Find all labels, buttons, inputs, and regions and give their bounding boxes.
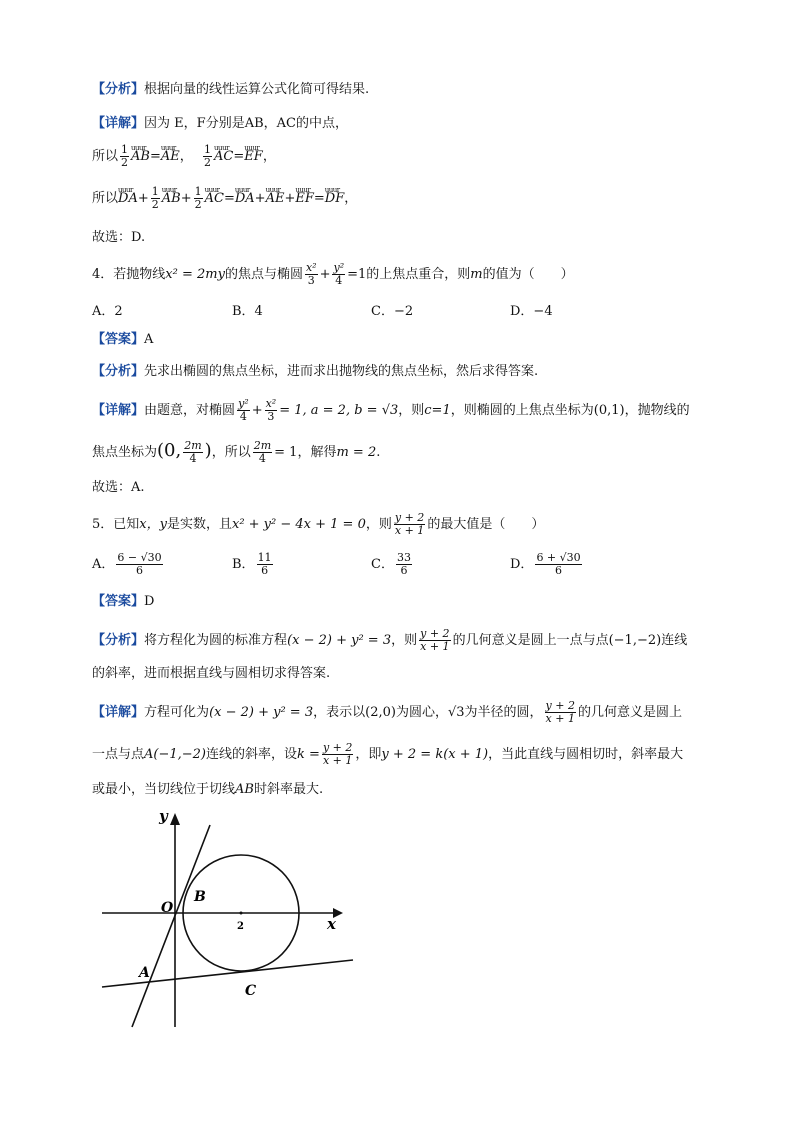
q5-stem: 5．已知x，y是实数，且x² + y² − 4x + 1 = 0，则 $\frac{y + 2}{x + 1}$ 的最大值是（ ） bbox=[92, 511, 545, 537]
top-analysis: 【分析】根据向量的线性运算公式化简可得结果. bbox=[92, 82, 370, 97]
fraction: $\frac{y + 2}{x + 1}$ bbox=[545, 699, 575, 725]
q4-stem: 4．若抛物线x² = 2my的焦点与椭圆 $\frac{\text{x²}}{3}$ + $\frac{\text{y²}}{4}$ =1的上焦点重合，则m的值为（ ） bbox=[92, 261, 574, 287]
fraction: $\frac{6 + √30}{6}$ bbox=[536, 551, 581, 577]
q5-detail: 【详解】方程可化为(x − 2) + y² = 3，表示以(2,0)为圆心，√3为半径的圆， $\frac{y + 2}{x + 1}$ 的几何意义是圆上 bbox=[92, 699, 682, 725]
q4-answer: 【答案】A bbox=[92, 332, 154, 347]
top-choice: 故选：D. bbox=[92, 230, 146, 245]
q4-option-a: A．2 bbox=[92, 304, 123, 319]
point-b-label: B bbox=[194, 889, 206, 905]
y-axis-label: y bbox=[159, 807, 168, 825]
q5-detail-2: 一点与点A(−1,−2)连线的斜率，设k = $\frac{y + 2}{x + 1}$ ，即y + 2 = k(x + 1)，当此直线与圆相切时，斜率最大 bbox=[92, 741, 684, 767]
tick-2-label: 2 bbox=[237, 921, 244, 932]
top-vector-line-1: 所以 $\frac{1}{2}$ uuur AB=uuur AE， $\frac{1}{2}$ uuur AC=uuur EF， bbox=[92, 144, 276, 169]
fraction: $\frac{1}{2}$ bbox=[204, 143, 212, 169]
fraction: $\frac{y + 2}{x + 1}$ bbox=[322, 741, 353, 767]
fraction: $\frac{1}{2}$ bbox=[121, 143, 129, 169]
fraction: $\frac{y + 2}{x + 1}$ bbox=[420, 627, 450, 653]
x-axis-label: x bbox=[327, 915, 336, 933]
fraction: $\frac{\text{y²}}{4}$ bbox=[238, 397, 249, 423]
q5-option-c: C． $\frac{33}{6}$ bbox=[371, 551, 411, 577]
origin-label: O bbox=[161, 900, 174, 916]
fraction: $\frac{y + 2}{x + 1}$ bbox=[394, 511, 425, 537]
q5-analysis: 【分析】将方程化为圆的标准方程(x − 2) + y² = 3，则 $\frac{y + 2}{x + 1}$ 的几何意义是圆上一点与点(−1,−2)连线 bbox=[92, 627, 688, 653]
point-c-label: C bbox=[245, 983, 257, 999]
center-dot bbox=[240, 912, 243, 915]
q4-choice: 故选：A. bbox=[92, 480, 145, 495]
fraction: $\frac{\text{x²}}{3}$ bbox=[305, 261, 317, 287]
tangent-line-ab bbox=[132, 825, 210, 1027]
fraction: $\frac{6 - √30}{6}$ bbox=[117, 551, 162, 577]
fraction: $\frac{11}{6}$ bbox=[257, 551, 272, 577]
fraction: $\frac{1}{2}$ bbox=[151, 185, 159, 211]
tangent-circle-figure bbox=[95, 805, 365, 1035]
point-a-label: A bbox=[139, 965, 150, 981]
fraction: $\frac{\text{x²}}{3}$ bbox=[265, 397, 277, 423]
fraction: $\frac{2m}{4}$ bbox=[253, 439, 272, 465]
q5-option-b: B． $\frac{11}{6}$ bbox=[232, 551, 272, 577]
q4-option-d: D．−4 bbox=[510, 304, 553, 319]
q5-answer: 【答案】D bbox=[92, 594, 155, 609]
q5-detail-3: 或最小，当切线位于切线AB时斜率最大. bbox=[92, 782, 324, 797]
top-vector-line-2: 所以uuur DA+ $\frac{1}{2}$ uuur AB+ $\frac{1}{2}$ uuur AC=uuur DA+uuur AE+uuur EF=uuur DF， bbox=[92, 186, 357, 211]
q4-detail-2: 焦点坐标为(0, $\frac{2m}{4}$ )，所以 $\frac{2m}{4}$ = 1，解得m = 2. bbox=[92, 439, 381, 465]
top-detail: 【详解】因为 E，F分别是AB，AC的中点， bbox=[92, 116, 348, 131]
y-axis-arrow bbox=[170, 813, 180, 825]
fraction: $\frac{\text{y²}}{4}$ bbox=[333, 261, 345, 287]
fraction: $\frac{33}{6}$ bbox=[396, 551, 411, 577]
q4-detail: 【详解】由题意，对椭圆 $\frac{\text{y²}}{4}$ + $\frac{\text{x²}}{3}$ = 1, a = 2, b = √3，则c=1，则椭圆的上焦点坐标为(0,1)，抛物线的 bbox=[92, 397, 690, 423]
fraction: $\frac{2m}{4}$ bbox=[184, 439, 202, 465]
q4-option-c: C．−2 bbox=[371, 304, 414, 319]
fraction: $\frac{1}{2}$ bbox=[194, 185, 202, 211]
q5-option-d: D． $\frac{6 + √30}{6}$ bbox=[510, 551, 581, 577]
q5-analysis-2: 的斜率，进而根据直线与圆相切求得答案. bbox=[92, 666, 331, 681]
q5-option-a: A． $\frac{6 - √30}{6}$ bbox=[92, 551, 162, 577]
q4-analysis: 【分析】先求出椭圆的焦点坐标，进而求出抛物线的焦点坐标，然后求得答案. bbox=[92, 364, 539, 379]
q4-option-b: B．4 bbox=[232, 304, 263, 319]
